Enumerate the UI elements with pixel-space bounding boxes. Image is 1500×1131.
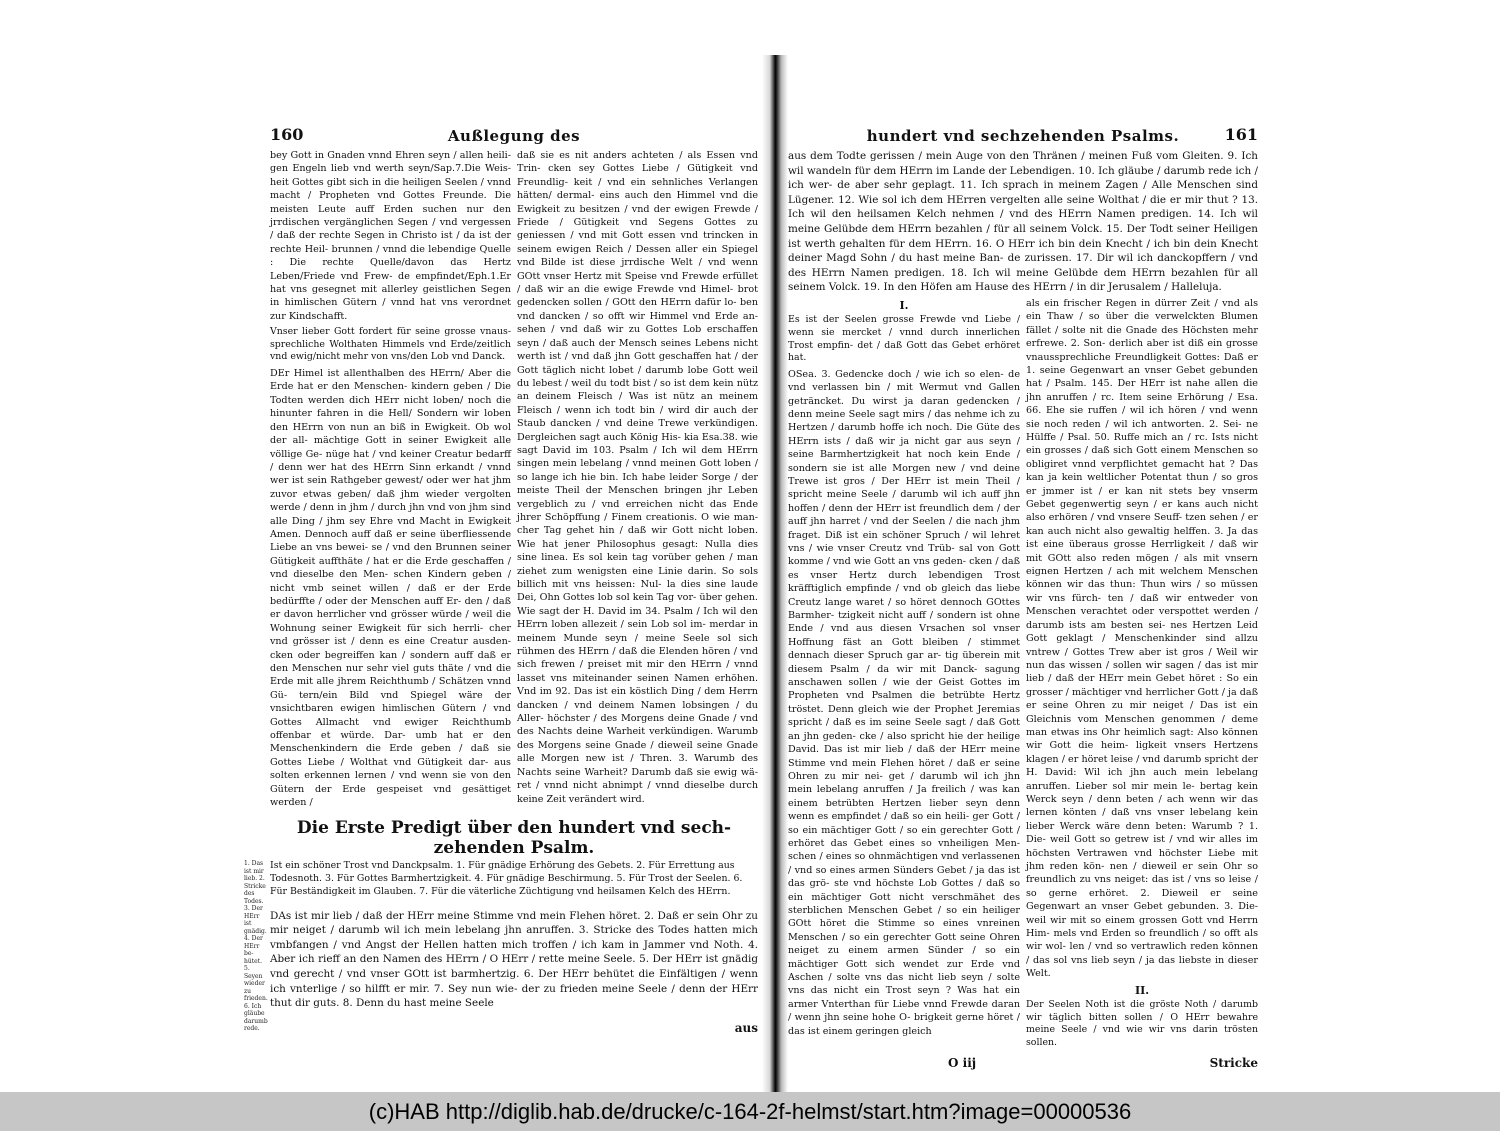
sermon-heading: Die Erste Predigt über den hundert vnd sech- zehenden Psalm. (296, 818, 732, 859)
paragraph: als ein frischer Regen in dürrer Zeit / vnd als ein Thaw / so über die verwelckten Blumen fället / solte nit die Gnade des Höchsten mehr erfrewe. 2. Son- derlich aber ist diß ein grosse vnaussprechliche Freundligkeit Gottes: Daß er 1. seine Gegenwart an vnser Gebet gebunden hat / Psalm. 145. Der HErr ist nahe allen die jhn anruffen / rc. Item seine Erhörung / Esa. 66. Ehe sie ruffen / wil ich hören / vnd wenn sie noch reden / wil ich antworten. 2. Sei- ne Hülffe / Psal. 50. Ruffe mich an / rc. Ists nicht ein grosses / daß sich Gott einem Menschen so obligiret vnnd verpflichtet gemacht hat ? Das kan ja kein weltlicher Potentat thun / so gros er jmmer ist / er kan nit stets bey vnserm Gebet gegenwertig seyn / er kans auch nicht also erhören / vnd vnsere Seuff- tzen sehen / er kan auch nicht also gewaltig helffen. 3. Ja das ist eine überaus grosse Herrligkeit / daß wir mit GOtt also reden mögen / als mit vnsern eignen Hertzen / ach mit welchem Menschen können wir das thun: Thun wirs / so müssen wir vns fürch- ten / daß wir entweder von Menschen verachtet oder verspottet werden / darumb ists am besten sei- nes Hertzen Leid Gott geklagt / Menschenkinder sind allzu vntrew / Gottes Trew aber ist gros / Weil wir nun das wissen / sollen wir sagen / das ist mir lieb / daß der HErr mein Gebet höret : So ein grosser / mächtiger vnd herrlicher Gott / ja daß er seine Ohren zu mir neiget / Das ist ein Gleichnis vom Menschen genommen / deme man etwas ins Ohr heimlich sagt: Also können wir Gott die heim- ligkeit vnsers Hertzens klagen / er höret leise / vnd darumb spricht der H. David: Wil ich jhn auch mein lebelang anruffen. Lieber sol mir mein le- bertag kein Werck seyn / denn beten / ach wenn wir das lernen könten / daß vns vnser lebelang kein lieber Werck wäre denn beten: Warumb ? 1. Die- weil Gott so getrew ist / vnd wir alles im höchsten Vertrawen vnd höchster Liebe mit jhm reden kön- nen / dieweil er sein Ohr so freundlich zu vns neiget: das ist / vns so leise / so gerne erhöret. 2. Dieweil er seine Gegenwart an vnser Gebet gebunden. 3. Die- weil wir mit so einem grossen Gott vnd Herrn Him- mels vnd Erden so freundlich / so offt als wir wol- len / vnd so vertrawlich reden können / das sol vns lieb seyn / ja das liebste in dieser Welt. (1026, 297, 1259, 980)
right-page-number: 161 (1224, 125, 1258, 144)
left-catchword: aus (734, 1021, 758, 1036)
left-page-foot (270, 1021, 758, 1035)
psalm-text-continued: aus dem Todte gerissen / mein Auge von den Thränen / meinen Fuß vom Gleiten. 9. Ich wil wandeln für dem HErrn im Lande der Lebendigen. 10. Ich gläube / darumb rede ich / ich wer- de aber sehr geplagt. 11. Ich sprach in meinem Zagen / Alle Menschen sind Lügener. 12. Wie sol ich dem HErren vergelten alle seine Wolthat / die er mir thut ? 13. Ich wil den heilsamen Kelch nehmen / vnd des HErrn Namen predigen. 14. Ich wil meine Gelübde dem HErrn bezahlen / für all seinem Volck. 15. Der Todt seiner Heiligen ist werth gehalten für dem HErrn. 16. O HErr ich bin dein Knecht / ich bin dein Knecht deiner Magd Sohn / du hast meine Ban- de zurissen. 17. Dir wil ich danckopffern / vnd des HErrn Namen predigen. 18. Ich wil meine Gelübde dem HErrn bezahlen für all seinem Volck. 19. In den Höfen am Hause des HErrn / in dir Jerusalem / Halleluja. (788, 150, 1258, 294)
left-running-head (270, 125, 758, 149)
psalm-text: DAs ist mir lieb / daß der HErr meine Stimme vnd mein Flehen höret. 2. Daß er sein Ohr zu mir neiget / darumb wil ich mein lebelang jhn anruffen. 3. Stricke des Todes hatten mich vmbfangen / vnd Angst der Hellen hatten mich troffen / ich kam in Jammer vnd Noth. 4. Aber ich rieff an den Namen des HErrn / O HErr / rette meine Seele. 5. Der HErr ist gnädig vnd gerecht / vnd vnser GOtt ist barmhertzig. 6. Der HErr behütet die Einfältigen / wenn ich vnterlige / so hilfft er mir. 7. Sey nun wie- der zu frieden meine Seele / denn der HErr thut dir guts. 8. Denn du hast meine Seele (270, 909, 758, 1010)
section-number-two: II. (1134, 983, 1150, 997)
left-running-title: Außlegung des (447, 127, 581, 145)
right-page (788, 125, 1258, 1070)
left-column-1 (270, 149, 511, 812)
paragraph: OSea. 3. Gedencke doch / wie ich so elen- de vnd verlassen bin / mit Wermut vnd Gallen geträncket. Du wirst ja daran gedencken / denn meine Seele sagt mirs / das nehme ich zu Hertzen / darumb hoffe ich noch. Die Güte des HErrn ists / daß wir ja nicht gar aus seyn / seine Barmhertzigkeit hat noch kein Ende / sondern sie ist alle Morgen new / vnd deine Trewe ist gros / Der HErr ist mein Theil / spricht meine Seele / darumb wil ich auff jhn hoffen / denn der HErr ist freundlich dem / der auff jhn harret / vnd der Seelen / die nach jhm fraget. Diß ist ein schöner Spruch / wil lehret vns / wie vnser Creutz vnd Trüb- sal von Gott komme / vnd wie Gott an vns geden- cken / daß es vnser Hertz durch lebendigen Trost kräfftiglich empfinde / vnd ob gleich das liebe Creutz lange waret / so höret dennoch GOttes Barmher- tzigkeit nicht auff / sondern ist ohne Ende / vnd aus diesen Vrsachen sol vnser Hoffnung fäst an Gott bleiben / stimmet dennach dieser Spruch gar ar- tig überein mit diesem Psalm / da wir mit Danck- sagung anschawen sollen / wie der Geist Gottes im Propheten vnd Psalmen die betrübte Hertz tröstet. Denn gleich wie der Prophet Jeremias spricht / daß es im seine Seele sagt / daß Gott an jhn geden- cke / also spricht hie der heilige David. Das ist mir lieb / daß der HErr meine Stimme vnd mein Flehen höret / daß er seine Ohren zu mir nei- get / darumb wil ich jhn mein lebelang anruffen / Ja freilich / was kan einem betrübten Hertzen lieber seyn denn wenn es empfindet / daß so ein heili- ger Gott / so ein mächtiger Gott / so ein gerechter Gott / erhöret das Gebet eines so vnheiligen Men- schen / eines so ohnmächtigen vnd verlassenen / vnd so eines armen Sünders Gebet / ja das ist das grö- ste vnd höchste Lob Gottes / daß so ein mächtiger Gott nicht verschmähet des sterblichen Menschen Gebet / so ein heiliger GOtt höret die Stimme so eines vnreinen Menschen / so ein gerechter Gott seine Ohren neiget zu einem armen Sünder / so ein mächtiger Gott sich wendet zur Erde vnd Aschen / solte vns das nicht lieb seyn / solte vns das nicht ein Trost seyn ? Was hat ein armer Vnterthan für Liebe vnnd Frewde daran / wenn jhn seine hohe O- brigkeit gerne höret / das ist einem geringen gleich (788, 368, 1020, 1037)
section-one-lead: Es ist der Seelen grosse Frewde vnd Liebe / wenn sie mercket / vnnd durch innerlichen Trost empfin- det / daß Gott das Gebet erhöret hat. (788, 314, 1020, 364)
right-column-1 (788, 297, 1020, 1053)
left-page-number: 160 (270, 125, 304, 144)
paragraph-lead: Vnser lieber Gott fordert für seine grosse vnaus- sprechliche Wolthaten Himmels vnd Erde/zeitlich vnd ewig/nicht mehr von vns/den Lob vnd Danck. (270, 326, 511, 363)
right-column-2 (1026, 297, 1258, 1053)
right-catchword: Stricke (1209, 1056, 1258, 1071)
paragraph: daß sie es nit anders achteten / als Essen vnd Trin- cken sey Gottes Liebe / Gütigkeit vnd Freundlig- keit / vnd ein sehnliches Verlangen hätten/ dermal- eins auch den Himmel vnd die Ewigkeit zu besitzen / vnd der ewigen Frewde / Friede / Gütigkeit vnd Segens Gottes zu geniessen / vnd mit Gott essen vnd trincken in seinem ewigen Reich / Dessen aller ein Spiegel vnd Bilde ist diese jrrdische Welt / vnd wenn GOtt vnser Hertz mit Speise vnd Frewde erfüllet / daß wir an die ewige Frewde vnd Himel- brot gedencken sollen / GOtt den HErrn dafür lo- ben vnd dancken / so offt wir Himmel vnd Erde an- sehen / vnd daß wir zu Gottes Lob erschaffen seyn / daß auch der Mensch seines Lebens nicht werth ist / vnd daß jhn Gott geschaffen hat / der Gott täglich nicht lobet / darumb lobe Gott weil du lebest / weil du todt bist / so ist dem kein nütz an deinem Fleisch / Was ist nütz an meinem Fleisch / wenn ich todt bin / wird dir auch der Staub dancken / vnd deine Trewe verkündigen. Dergleichen sagt auch König His- kia Esa.38. wie sagt David im 103. Psalm / Ich wil dem HErrn singen mein lebelang / vnnd meinen Gott loben / so lange ich hie bin. Ich habe leider Sorge / der meiste Theil der Menschen bringen jhr Leben vergeblich zu / vnd erreichen nicht das Ende jhrer Schöpffung / Finem creationis. O wie man- cher Tag gehet hin / daß wir Gott nicht loben. Wie hat jener Philosophus gesagt: Nulla dies sine linea. Es sol kein tag vorüber gehen / man ziehet zum wenigsten eine Linie darin. So sols billich mit vns heissen: Nul- la dies sine laude Dei, Ohn Gottes lob sol kein Tag vor- über gehen. Wie sagt der H. David im 34. Psalm / Ich wil den HErrn loben allezeit / sein Lob sol im- merdar in meinem Munde seyn / meine Seele sol sich rühmen des HErrn / daß die Elenden hören / vnd sich frewen / preiset mit mir den HErrn / vnnd lasset vns miteinander seinen Namen erhöhen. Vnd im 92. Das ist ein köstlich Ding / dem Herrn dancken / vnd deinem Namen lobsingen / du Aller- höchster / des Morgens deine Gnade / vnd des Nachts deine Warheit verkündigen. Warumb des Morgens seine Gnade / dieweil seine Gnade alle Morgen new ist / Thren. 3. Warumb des Nachts seine Warheit? Darumb daß sie ewig wä- ret / vnnd nicht abnimpt / vnnd dieselbe durch keine Zeit verändert wird. (517, 150, 758, 805)
signature-mark: O iij (948, 1056, 977, 1071)
right-running-head (788, 125, 1258, 149)
psalm-summary: Ist ein schöner Trost vnd Danckpsalm. 1. Für gnädige Erhörung des Gebets. 2. Für Errettung aus Todesnoth. 3. Für Gottes Barmhertzigkeit. 4. Für gnädige Beschirmung. 5. Für Trost der Seelen. 6. Für Beständigkeit im Glauben. 7. Für die väterliche Züchtigung vnd heilsamen Kelch des HErrn. (270, 860, 743, 897)
right-page-foot (788, 1056, 1258, 1070)
book-gutter (762, 55, 788, 1095)
left-column-2 (517, 149, 758, 812)
left-columns (270, 149, 758, 812)
left-page (244, 125, 758, 1036)
paragraph: bey Gott in Gnaden vnnd Ehren seyn / allen heili- gen Engeln lieb vnd werth seyn/Sap.7.Die Weis- heit Gottes gibt sich in die heiligen Seelen / vnnd macht / Propheten vnd Gottes Freunde. Die meisten Leute auff Erden suchen nur den jrrdischen vergänglichen Segen / vnd vergessen / daß der rechte Segen in Christo ist / da ist der rechte Heil- brunnen / vnnd die lebendige Quelle : Die rechte Quelle/davon das Hertz Leben/Friede vnd Frew- de empfindet/Eph.1.Er hat vns gesegnet mit allerley geistlichen Segen in himlischen Gütern / vnnd hat vns verordnet zur Kindschafft. (270, 150, 511, 322)
right-running-title: hundert vnd sechzehenden Psalms. (866, 127, 1180, 145)
right-columns (788, 297, 1258, 1053)
section-number-one: I. (899, 298, 909, 312)
margin-note: 1. Das ist mir lieb. 2. Stricke des Todes. 3. Der HErr ist gnädig. 4. Der HErr be- hütet. 5. Seyen wieder zu frieden. 6. Ich gläube darumb rede. (244, 860, 268, 1033)
paragraph: DEr Himel ist allenthalben des HErrn/ Aber die Erde hat er den Menschen- kindern geben / Die Todten werden dich HErr nicht loben/ noch die hinunter fahren in die Hell/ Sondern wir loben den HErrn von nun an biß in Ewigkeit. Ob wol der all- mächtige Gott in seiner Ewigkeit alle völlige Ge- nüge hat / vnd keiner Creatur bedarff / denn wer hat des HErrn Sinn erkandt / vnnd wer ist sein Rathgeber gewest/ oder wer hat jhm zuvor etwas geben/ daß jhm wieder vergolten werde / denn in jhm / durch jhn vnd von jhm sind alle Ding / jhm sey Ehre vnd Macht in Ewigkeit Amen. Dennoch auff daß er seine überfliessende Liebe an vns bewei- se / vnd den Brunnen seiner Gütigkeit auffthäte / hat er die Erde geschaffen / vnd dieselbe den Men- schen Kindern geben / nicht vmb seinet willen / daß er der Erde bedürffte / oder der Menschen auff Er- den / daß er davon herrlicher vnd grösser würde / weil die Wohnung seiner Ewigkeit für sich herrli- cher vnd grösser ist / denn es eine Creatur ausden- cken oder begreiffen kan / sondern auff daß er den Menschen nur sehr viel guts thäte / vnd die Erde mit alle jhrem Reichthumb / Schätzen vnnd Gü- tern/ein Bild vnd Spiegel wäre der vnsichtbaren ewigen himlischen Gütern / vnd Gottes Allmacht vnd ewiger Reichthumb offenbar et würde. Dar- umb hat er den Menschenkindern die Erde geben / daß sie Gottes Liebe / Wolthat vnd Gütigkeit dar- aus solten erkennen lernen / vnd wenn sie von den Gütern der Erde gespeiset vnd gesättiget werden / (270, 368, 511, 809)
section-two-lead: Der Seelen Noth ist die gröste Noth / darumb wir täglich bitten sollen / O HErr bewahre meine Seele / vnd wie wir vns darin trösten sollen. (1026, 999, 1258, 1048)
copyright-footer: (c)HAB http://diglib.hab.de/drucke/c-164-2f-helmst/start.htm?image=00000536 (0, 1092, 1500, 1131)
